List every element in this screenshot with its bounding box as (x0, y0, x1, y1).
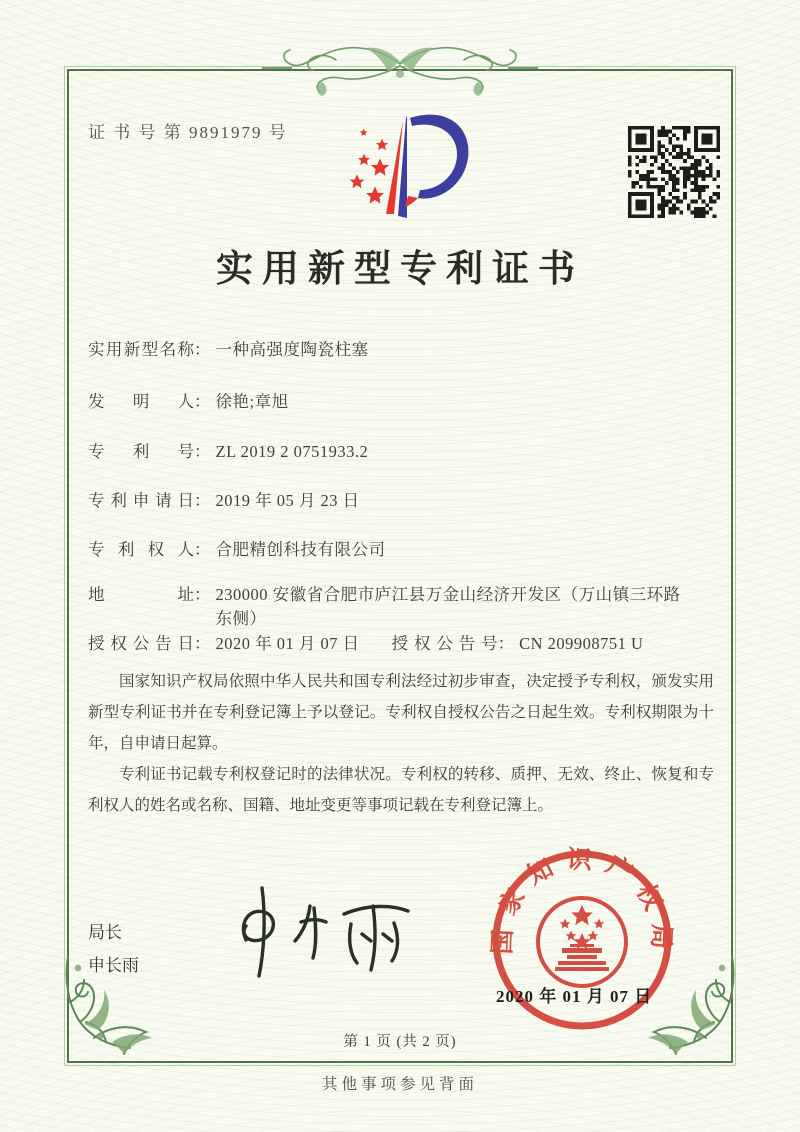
field-row-name (88, 338, 716, 362)
seal-text: 国家知识产权局 (489, 846, 675, 962)
legal-paragraph-1: 国家知识产权局依照中华人民共和国专利法经过初步审查，决定授予专利权，颁发实用新型专利证书并在专利登记簿上予以登记。专利权自授权公告之日起生效。专利权期限为十年，自申请日起算。 (88, 673, 714, 752)
certificate-number: 证 书 号 第 9891979 号 (88, 123, 288, 142)
field-value-address: 230000 安徽省合肥市庐江县万金山经济开发区（万山镇三环路东侧） (215, 585, 681, 628)
official-seal (488, 846, 676, 1034)
field-row-grant (88, 632, 716, 656)
field-value-grant-date: 2020 年 01 月 07 日 (215, 634, 360, 653)
field-colon: ： (194, 540, 211, 559)
field-colon: ： (497, 634, 515, 653)
commissioner-block (88, 916, 139, 982)
certificate-title: 实用新型专利证书 (216, 249, 584, 290)
field-label: 发明人 (88, 392, 194, 411)
field-label: 授权公告号 (391, 634, 498, 653)
field-label: 授权公告日 (88, 634, 194, 653)
commissioner-signature-icon (218, 878, 418, 982)
field-label: 实用新型名称 (88, 340, 194, 359)
field-row-patentee (88, 538, 716, 562)
commissioner-title: 局长 (88, 923, 122, 942)
cnipa-logo-icon (330, 102, 490, 234)
field-colon: ： (194, 634, 211, 653)
field-value-patentee: 合肥精创科技有限公司 (215, 540, 386, 559)
field-value-inventor: 徐艳;章旭 (215, 392, 289, 411)
field-row-patent-number (88, 440, 716, 464)
back-note: 其他事项参见背面 (321, 1076, 478, 1093)
field-colon: ： (194, 340, 211, 359)
commissioner-name: 申长雨 (88, 956, 139, 975)
seal-date: 2020 年 01 月 07 日 (496, 987, 653, 1006)
legal-paragraph-2: 专利证书记载专利权登记时的法律状况。专利权的转移、质押、无效、终止、恢复和专利权人的姓名或名称、国籍、地址变更等事项记载在专利登记簿上。 (88, 766, 714, 814)
qr-code (628, 126, 720, 218)
field-colon: ： (194, 585, 211, 604)
field-value-patent-number: ZL 2019 2 0751933.2 (215, 442, 369, 461)
field-row-address (88, 583, 716, 631)
field-value-utility-model-name: 一种高强度陶瓷柱塞 (215, 340, 369, 359)
field-colon: ： (194, 442, 211, 461)
field-label: 专利申请日 (88, 491, 194, 510)
legal-text (88, 666, 714, 821)
grant-number-group (392, 632, 644, 656)
field-value-grant-number: CN 209908751 U (519, 634, 644, 653)
field-value-application-date: 2019 年 05 月 23 日 (215, 491, 360, 510)
field-colon: ： (194, 392, 211, 411)
top-ornament-icon (262, 34, 538, 100)
field-label: 地址 (88, 585, 194, 604)
page-number: 第 1 页 (共 2 页) (343, 1034, 457, 1050)
field-label: 专利号 (88, 442, 194, 461)
field-row-application-date (88, 489, 716, 513)
field-row-inventor (88, 390, 716, 414)
field-label: 专利权人 (88, 540, 194, 559)
field-colon: ： (194, 491, 211, 510)
